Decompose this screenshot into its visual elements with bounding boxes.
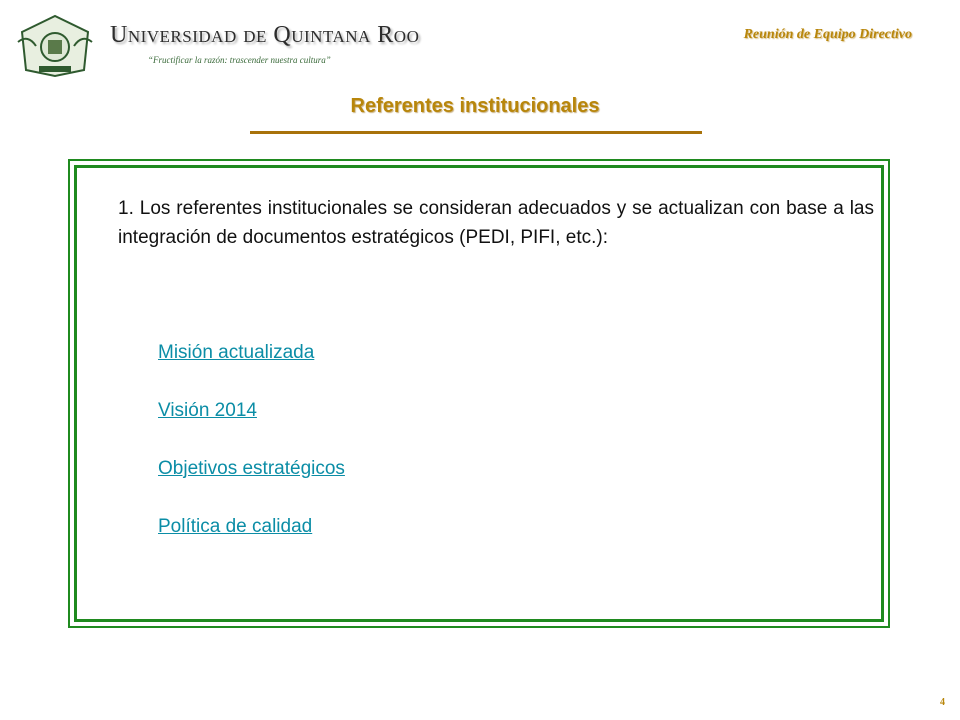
link-politica[interactable]: Política de calidad	[158, 516, 313, 537]
content-box	[68, 159, 890, 628]
links-list	[158, 341, 345, 573]
slide-header	[0, 0, 960, 80]
intro-paragraph: 1. Los referentes institucionales se consideran adecuados y se actualizan con base a las integración de documentos estratégicos (PEDI, PIFI, etc.):	[118, 198, 874, 248]
link-objetivos[interactable]: Objetivos estratégicos	[158, 458, 345, 479]
slide-title: Referentes institucionales	[350, 95, 600, 117]
title-underline	[250, 131, 702, 134]
university-name: Universidad de Quintana Roo	[110, 22, 420, 48]
page-number: 4	[940, 697, 945, 708]
university-motto: “Fructificar la razón: trascender nuestra cultura”	[148, 55, 331, 65]
meeting-label: Reunión de Equipo Directivo	[743, 27, 912, 42]
link-vision[interactable]: Visión 2014	[158, 400, 257, 421]
link-mision[interactable]: Misión actualizada	[158, 342, 315, 363]
university-seal-logo	[14, 12, 96, 78]
